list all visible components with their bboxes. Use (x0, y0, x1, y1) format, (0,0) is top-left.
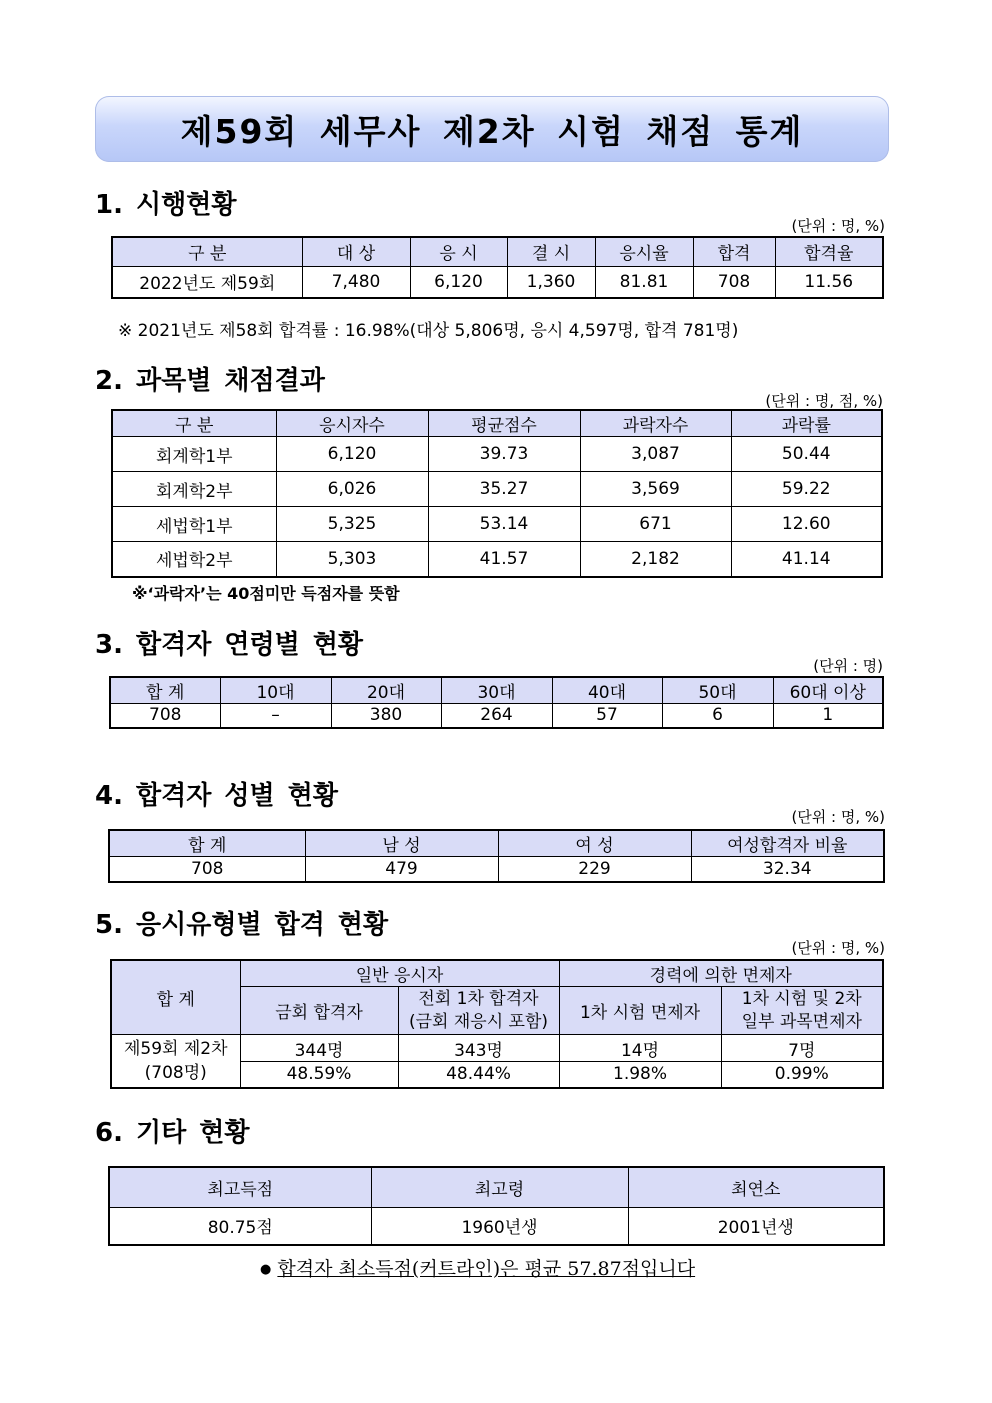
table-cell: 1 (773, 704, 883, 728)
section-5-heading: 5. 응시유형별 합격 현황 (95, 910, 389, 940)
table-cell: 1960년생 (371, 1207, 628, 1245)
header-line: 전회 1차 합격자 (418, 988, 539, 1009)
table-cell: 세법학2부 (112, 542, 276, 577)
table-cell: 세법학1부 (112, 507, 276, 542)
section-2-table (111, 409, 883, 578)
table-row-label (111, 1035, 240, 1088)
table-cell: 11.56 (775, 266, 883, 298)
table-header-cell: 최고득점 (109, 1167, 371, 1207)
table-cell: 479 (305, 857, 498, 882)
header-line: 1차 시험 및 2차 (741, 988, 862, 1009)
table-cell: 7,480 (302, 266, 410, 298)
table-cell: 48.44% (398, 1062, 559, 1088)
section-2-heading: 2. 과목별 채점결과 (95, 366, 325, 396)
table-header-cell: 여성합격자 비율 (691, 830, 884, 857)
section-1-note: ※ 2021년도 제58회 합격률 : 16.98%(대상 5,806명, 응시 4,597명, 합격 781명) (118, 321, 739, 341)
header-line: (금회 재응시 포함) (408, 1011, 549, 1032)
table-cell: 708 (110, 704, 220, 728)
table-header-row (111, 960, 883, 987)
table-row (109, 857, 884, 882)
table-cell: 343명 (398, 1035, 559, 1062)
table-cell: 229 (498, 857, 691, 882)
table-cell: 57 (552, 704, 662, 728)
table-header-cell: 60대 이상 (773, 677, 883, 704)
section-3-unit: (단위 : 명) (813, 657, 883, 675)
table-header-cell: 응 시 (410, 237, 507, 266)
table-cell: 2022년도 제59회 (112, 266, 302, 298)
table-row (110, 704, 883, 728)
table-cell: 32.34 (691, 857, 884, 882)
table-header-cell: 합 계 (110, 677, 220, 704)
table-row (112, 507, 882, 542)
table-header-cell: 합 계 (111, 960, 240, 1035)
table-header-cell: 여 성 (498, 830, 691, 857)
table-cell: 0.99% (721, 1062, 883, 1088)
table-header-cell: 구 분 (112, 237, 302, 266)
table-header-cell: 구 분 (112, 410, 276, 437)
section-2-unit: (단위 : 명, 점, %) (765, 392, 883, 410)
table-cell: 6,120 (410, 266, 507, 298)
row-label-line: 제59회 제2차 (123, 1038, 228, 1059)
table-header-cell: 합 계 (109, 830, 305, 857)
table-header-cell: 50대 (662, 677, 773, 704)
table-cell: 5,303 (276, 542, 428, 577)
table-header-row (112, 237, 883, 266)
table-header-cell: 응시율 (595, 237, 693, 266)
table-cell: 48.59% (240, 1062, 398, 1088)
table-cell: 회계학1부 (112, 437, 276, 472)
section-3-table (109, 676, 884, 729)
table-header-cell: 대 상 (302, 237, 410, 266)
table-header-cell: 평균점수 (428, 410, 580, 437)
table-cell: 708 (693, 266, 775, 298)
table-cell: 59.22 (731, 472, 882, 507)
header-line: 일부 과목면제자 (741, 1011, 862, 1032)
table-row (111, 1035, 883, 1062)
table-cell: 회계학2부 (112, 472, 276, 507)
table-header-cell: 합격율 (775, 237, 883, 266)
table-cell: 671 (580, 507, 731, 542)
page-title: 제59회 세무사 제2차 시험 채점 통계 (95, 96, 889, 162)
table-cell: 12.60 (731, 507, 882, 542)
table-header-cell: 일반 응시자 (240, 960, 559, 987)
table-cell: 14명 (559, 1035, 721, 1062)
section-4-unit: (단위 : 명, %) (791, 808, 885, 826)
table-cell: 6 (662, 704, 773, 728)
section-4-heading: 4. 합격자 성별 현황 (95, 781, 338, 811)
table-header-row (112, 410, 882, 437)
table-cell: 5,325 (276, 507, 428, 542)
section-1-table (111, 236, 884, 299)
table-header-cell: 10대 (220, 677, 331, 704)
table-cell: 41.57 (428, 542, 580, 577)
table-cell: 80.75점 (109, 1207, 371, 1245)
table-header-cell: 남 성 (305, 830, 498, 857)
table-cell: 41.14 (731, 542, 882, 577)
table-header-row (110, 677, 883, 704)
table-header-cell: 40대 (552, 677, 662, 704)
table-header-row (109, 1167, 884, 1207)
table-row (112, 266, 883, 298)
table-cell: 6,026 (276, 472, 428, 507)
table-header-cell: 1차 시험 면제자 (559, 987, 721, 1035)
table-cell: 2,182 (580, 542, 731, 577)
table-cell: 7명 (721, 1035, 883, 1062)
section-2-note: ※‘과락자’는 40점미만 득점자를 뜻함 (132, 584, 400, 603)
table-cell: 1,360 (507, 266, 595, 298)
table-cell: 344명 (240, 1035, 398, 1062)
table-cell: 2001년생 (628, 1207, 884, 1245)
section-6-heading: 6. 기타 현황 (95, 1118, 250, 1148)
table-row (112, 472, 882, 507)
table-cell: 35.27 (428, 472, 580, 507)
bullet-icon: ● (260, 1262, 272, 1277)
table-cell: 3,569 (580, 472, 731, 507)
row-label-line: (708명) (144, 1062, 207, 1083)
section-4-table (108, 829, 885, 883)
table-header-row (109, 830, 884, 857)
table-header-cell: 경력에 의한 면제자 (559, 960, 883, 987)
table-row (112, 542, 882, 577)
table-cell: 380 (331, 704, 441, 728)
table-header-cell: 응시자수 (276, 410, 428, 437)
table-cell: 53.14 (428, 507, 580, 542)
table-row (112, 437, 882, 472)
table-cell: 708 (109, 857, 305, 882)
table-header-cell (398, 987, 559, 1035)
section-3-heading: 3. 합격자 연령별 현황 (95, 630, 364, 660)
table-header-cell: 최고령 (371, 1167, 628, 1207)
table-cell: 81.81 (595, 266, 693, 298)
table-header-cell: 최연소 (628, 1167, 884, 1207)
footer-note (260, 1254, 695, 1281)
table-cell: 1.98% (559, 1062, 721, 1088)
section-5-unit: (단위 : 명, %) (791, 939, 885, 957)
section-1-heading: 1. 시행현황 (95, 190, 237, 220)
table-header-cell: 20대 (331, 677, 441, 704)
table-header-cell (721, 987, 883, 1035)
footer-text: 합격자 최소득점(커트라인)은 평균 57.87점입니다 (277, 1258, 696, 1280)
table-cell: 50.44 (731, 437, 882, 472)
table-header-cell: 과락률 (731, 410, 882, 437)
table-cell: 6,120 (276, 437, 428, 472)
table-header-cell: 30대 (441, 677, 552, 704)
table-header-cell: 과락자수 (580, 410, 731, 437)
table-cell: 264 (441, 704, 552, 728)
section-6-table (108, 1166, 885, 1246)
table-cell: – (220, 704, 331, 728)
section-5-table (110, 959, 884, 1089)
table-cell: 39.73 (428, 437, 580, 472)
table-cell: 3,087 (580, 437, 731, 472)
table-row (109, 1207, 884, 1245)
table-header-cell: 합격 (693, 237, 775, 266)
table-header-cell: 결 시 (507, 237, 595, 266)
table-header-cell: 금회 합격자 (240, 987, 398, 1035)
section-1-unit: (단위 : 명, %) (791, 217, 885, 235)
